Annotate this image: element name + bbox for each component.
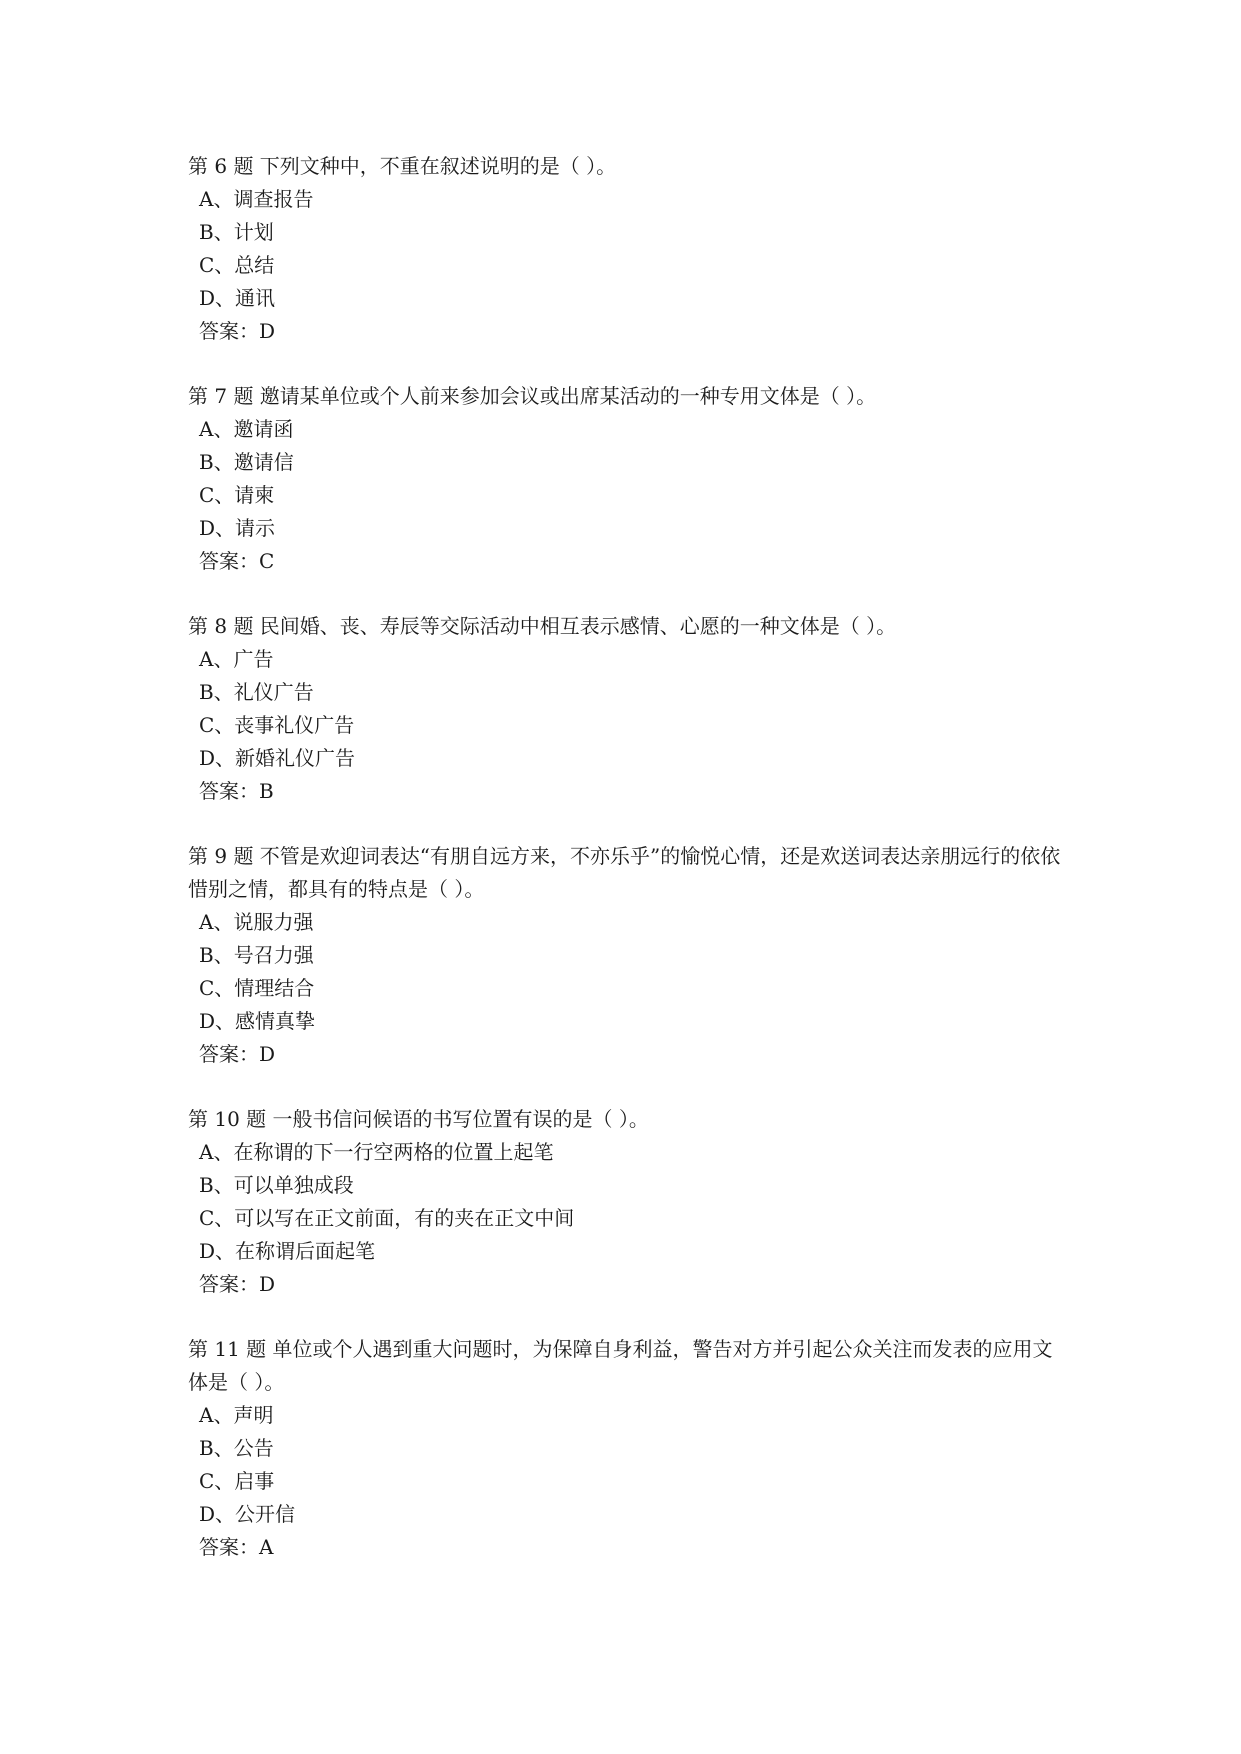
option-list [188, 413, 1068, 545]
option-b: B、可以单独成段 [199, 1173, 354, 1197]
option-a: A、调查报告 [199, 187, 314, 211]
option-d: D、在称谓后面起笔 [199, 1239, 376, 1263]
question-stem: 第 9 题 不管是欢迎词表达“有朋自远方来，不亦乐乎”的愉悦心情，还是欢送词表达亲朋远行的依依惜别之情，都具有的特点是（ ）。 [188, 844, 1061, 901]
option-a: A、声明 [199, 1403, 274, 1427]
answer: 答案：D [199, 319, 276, 343]
option-d: D、公开信 [199, 1502, 296, 1526]
question-8 [188, 610, 1068, 808]
option-b: B、号召力强 [199, 943, 314, 967]
option-d: D、通讯 [199, 286, 276, 310]
option-a: A、在称谓的下一行空两格的位置上起笔 [199, 1140, 554, 1164]
option-list [188, 1399, 1068, 1531]
question-10 [188, 1103, 1068, 1301]
answer: 答案：D [199, 1272, 276, 1296]
option-c: C、请柬 [199, 483, 275, 507]
option-c: C、情理结合 [199, 976, 315, 1000]
answer: 答案：D [199, 1042, 276, 1066]
option-b: B、邀请信 [199, 450, 294, 474]
option-list [188, 183, 1068, 315]
answer: 答案：A [199, 1535, 274, 1559]
option-c: C、可以写在正文前面，有的夹在正文中间 [199, 1206, 575, 1230]
question-stem: 第 7 题 邀请某单位或个人前来参加会议或出席某活动的一种专用文体是（ ）。 [188, 384, 877, 408]
question-stem: 第 11 题 单位或个人遇到重大问题时，为保障自身利益，警告对方并引起公众关注而发表的应用文体是（ ）。 [188, 1337, 1053, 1394]
option-list [188, 1136, 1068, 1268]
option-d: D、新婚礼仪广告 [199, 746, 356, 770]
question-9 [188, 840, 1068, 1071]
question-stem: 第 8 题 民间婚、丧、寿辰等交际活动中相互表示感情、心愿的一种文体是（ ）。 [188, 614, 897, 638]
answer: 答案：B [199, 779, 274, 803]
option-c: C、丧事礼仪广告 [199, 713, 355, 737]
question-11 [188, 1333, 1068, 1564]
question-document [188, 150, 1068, 1596]
question-6 [188, 150, 1068, 348]
question-7 [188, 380, 1068, 578]
option-a: A、邀请函 [199, 417, 294, 441]
option-b: B、公告 [199, 1436, 274, 1460]
option-list [188, 643, 1068, 775]
option-a: A、广告 [199, 647, 274, 671]
option-d: D、感情真挚 [199, 1009, 316, 1033]
option-b: B、计划 [199, 220, 274, 244]
option-b: B、礼仪广告 [199, 680, 314, 704]
option-c: C、总结 [199, 253, 275, 277]
option-c: C、启事 [199, 1469, 275, 1493]
option-a: A、说服力强 [199, 910, 314, 934]
option-list [188, 906, 1068, 1038]
option-d: D、请示 [199, 516, 276, 540]
question-stem: 第 10 题 一般书信问候语的书写位置有误的是（ ）。 [188, 1107, 649, 1131]
question-stem: 第 6 题 下列文种中，不重在叙述说明的是（ ）。 [188, 154, 617, 178]
answer: 答案：C [199, 549, 275, 573]
